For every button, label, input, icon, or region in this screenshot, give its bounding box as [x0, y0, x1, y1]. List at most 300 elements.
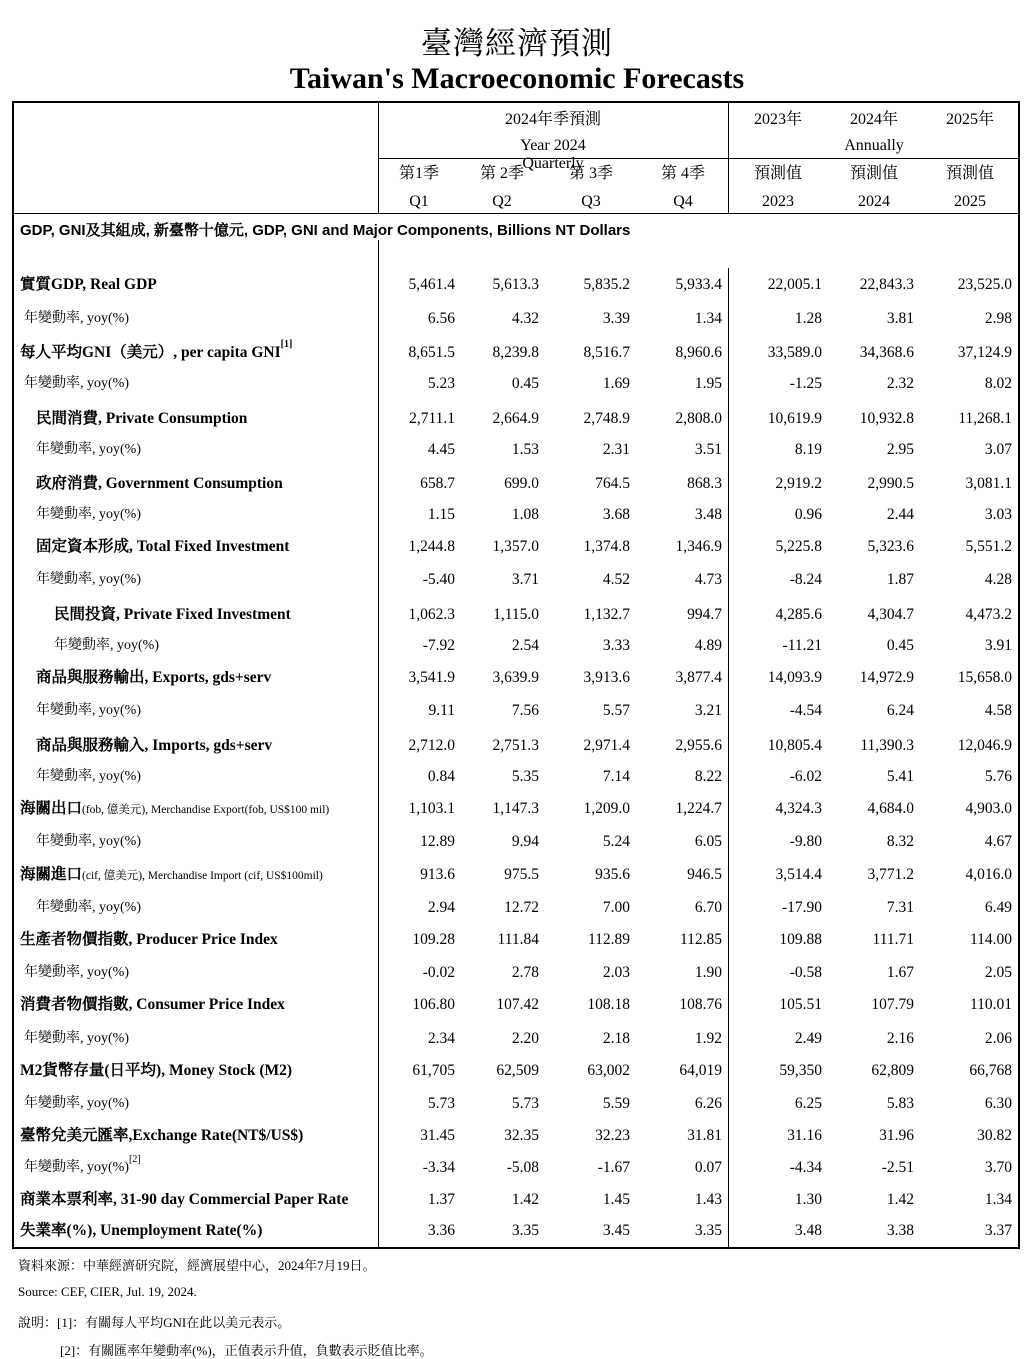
value-cell: 3,514.4 [775, 866, 822, 883]
forecast-2025-label: 預測值 [945, 165, 994, 182]
value-cell: 7.14 [602, 768, 630, 785]
value-cell: 1.28 [794, 310, 822, 327]
value-cell: 1.92 [694, 1030, 722, 1047]
value-cell: 2.32 [886, 375, 914, 392]
value-cell: 2,711.1 [409, 410, 455, 427]
value-cell: 111.84 [497, 931, 539, 948]
value-cell: 2,990.5 [867, 475, 914, 492]
indicator-label [36, 404, 247, 434]
value-cell: 5.73 [511, 1095, 539, 1112]
indicator-row [14, 270, 1018, 300]
value-cell: 3.07 [984, 441, 1012, 458]
label-text: 年變動率, yoy(%) [24, 965, 129, 980]
value-cell: 4,304.7 [867, 606, 914, 623]
value-cell: 0.45 [886, 637, 914, 654]
value-cell: 3.70 [984, 1159, 1012, 1176]
value-cell: 10,805.4 [767, 737, 822, 754]
value-cell: 4.67 [984, 833, 1012, 850]
label-text: 臺幣兌美元匯率,Exchange Rate(NT$/US$) [20, 1127, 304, 1144]
value-cell: 1.90 [694, 964, 722, 981]
indicator-label [36, 663, 271, 693]
value-cell: 107.42 [496, 996, 539, 1013]
yoy-row [14, 1153, 1018, 1183]
value-cell: 0.07 [694, 1159, 722, 1176]
value-cell: 1,357.0 [492, 538, 539, 555]
value-cell: -0.02 [422, 964, 455, 981]
q2-header-zh: 第 2季 [479, 165, 524, 182]
label-text: 年變動率, yoy(%) [36, 507, 141, 522]
indicator-label [20, 990, 285, 1020]
indicator-row [14, 600, 1018, 630]
value-cell: 2,808.0 [675, 410, 722, 427]
value-cell: 105.51 [779, 996, 822, 1013]
value-cell: 1.67 [886, 964, 914, 981]
value-cell: 111.71 [872, 931, 914, 948]
value-cell: 5.59 [602, 1095, 630, 1112]
value-cell: -11.21 [782, 637, 822, 654]
forecast-2023-label: 預測值 [753, 165, 802, 182]
value-cell: 3.81 [886, 310, 914, 327]
value-cell: 4.45 [427, 441, 455, 458]
year-2025-header: 2025年 [945, 111, 994, 128]
value-cell: 6.26 [694, 1095, 722, 1112]
indicator-label [20, 1185, 348, 1215]
value-cell: 5,933.4 [675, 276, 722, 293]
value-cell: 913.6 [420, 866, 455, 883]
value-cell: 108.18 [587, 996, 630, 1013]
source-note-zh: 資料來源：中華經濟研究院，經濟展望中心，2024年7月19日。 [18, 1258, 376, 1273]
value-cell: 14,093.9 [767, 669, 822, 686]
value-cell: 109.28 [412, 931, 455, 948]
value-cell: -17.90 [781, 899, 822, 916]
quarterly-header-en: Year 2024 Quarterly [520, 137, 586, 172]
value-cell: 7.00 [602, 899, 630, 916]
value-cell: 2.06 [984, 1030, 1012, 1047]
value-cell: 8.32 [886, 833, 914, 850]
yoy-row [14, 500, 1018, 530]
indicator-label [36, 469, 283, 499]
value-cell: 12,046.9 [957, 737, 1012, 754]
forecast-2023-year: 2023 [762, 193, 794, 210]
value-cell: 1.69 [602, 375, 630, 392]
indicator-row [14, 338, 1018, 368]
value-cell: 1.08 [511, 506, 539, 523]
value-cell: 3.71 [511, 571, 539, 588]
value-cell: 3,541.9 [408, 669, 455, 686]
value-cell: 4.73 [694, 571, 722, 588]
value-cell: 2.16 [886, 1030, 914, 1047]
value-cell: 3,771.2 [867, 866, 914, 883]
value-cell: 6.24 [886, 702, 914, 719]
label-text: 年變動率, yoy(%) [36, 769, 141, 784]
label-text: 年變動率, yoy(%) [24, 311, 129, 326]
value-cell: 8,239.8 [492, 344, 539, 361]
value-cell: 5.35 [511, 768, 539, 785]
value-cell: 5.83 [886, 1095, 914, 1112]
q1-header-en: Q1 [409, 193, 429, 210]
footnote-marker: [1] [280, 339, 293, 350]
yoy-row [14, 1089, 1018, 1119]
value-cell: 64,019 [679, 1062, 722, 1079]
value-cell: 2.44 [886, 506, 914, 523]
value-cell: 31.96 [879, 1127, 914, 1144]
value-cell: 0.45 [511, 375, 539, 392]
value-cell: 3.48 [794, 1222, 822, 1239]
indicator-row [14, 469, 1018, 499]
q4-header-en: Q4 [673, 193, 693, 210]
value-cell: 5,461.4 [408, 276, 455, 293]
value-cell: 37,124.9 [957, 344, 1012, 361]
value-cell: 11,268.1 [958, 410, 1012, 427]
value-cell: 1,132.7 [583, 606, 630, 623]
label-text: 年變動率, yoy(%) [36, 703, 141, 718]
forecast-2025-year: 2025 [954, 193, 986, 210]
yoy-row [14, 1024, 1018, 1054]
value-cell: 699.0 [504, 475, 539, 492]
forecast-2024-label: 預測值 [849, 165, 898, 182]
label-text: 生產者物價指數, Producer Price Index [20, 931, 278, 948]
value-cell: 9.94 [511, 833, 539, 850]
indicator-row [14, 860, 1018, 890]
value-cell: 6.49 [984, 899, 1012, 916]
value-cell: 2.03 [602, 964, 630, 981]
label-detail-text: (cif, 億美元), Merchandise Import (cif, US$100mil) [82, 870, 323, 882]
label-text: 年變動率, yoy(%) [36, 572, 141, 587]
value-cell: 1.45 [602, 1191, 630, 1208]
value-cell: 1.42 [511, 1191, 539, 1208]
indicator-label [20, 794, 329, 824]
value-cell: 3,639.9 [492, 669, 539, 686]
value-cell: 59,350 [779, 1062, 822, 1079]
value-cell: 5,613.3 [492, 276, 539, 293]
value-cell: 1.15 [427, 506, 455, 523]
indicator-row [14, 663, 1018, 693]
q2-header-en: Q2 [492, 193, 512, 210]
value-cell: 2,748.9 [583, 410, 630, 427]
value-cell: 1.95 [694, 375, 722, 392]
yoy-label [54, 631, 159, 661]
value-cell: 6.30 [984, 1095, 1012, 1112]
yoy-label [36, 435, 141, 465]
value-cell: 34,368.6 [859, 344, 914, 361]
value-cell: 8,651.5 [408, 344, 455, 361]
value-cell: 1.37 [427, 1191, 455, 1208]
value-cell: 4,684.0 [867, 800, 914, 817]
value-cell: 994.7 [687, 606, 722, 623]
label-text: 失業率(%), Unemployment Rate(%) [20, 1222, 263, 1239]
value-cell: 4.58 [984, 702, 1012, 719]
yoy-row [14, 762, 1018, 792]
value-cell: 4.28 [984, 571, 1012, 588]
header-divider-bottom [13, 213, 1019, 214]
label-text: 年變動率, yoy(%) [36, 834, 141, 849]
value-cell: 9.11 [428, 702, 455, 719]
value-cell: 2.95 [886, 441, 914, 458]
label-text: 商品與服務輸出, Exports, gds+serv [36, 669, 272, 686]
q4-header-zh: 第 4季 [660, 165, 705, 182]
value-cell: 33,589.0 [767, 344, 822, 361]
value-cell: 12.72 [504, 899, 539, 916]
value-cell: 1.34 [694, 310, 722, 327]
label-text: 固定資本形成, Total Fixed Investment [36, 538, 290, 555]
value-cell: 10,619.9 [767, 410, 822, 427]
value-cell: 2.34 [427, 1030, 455, 1047]
value-cell: 1,244.8 [408, 538, 455, 555]
yoy-row [14, 565, 1018, 595]
value-cell: 1.43 [694, 1191, 722, 1208]
label-text: 年變動率, yoy(%) [24, 1160, 129, 1175]
indicator-row [14, 1216, 1018, 1246]
label-text: 年變動率, yoy(%) [36, 442, 141, 457]
yoy-row [14, 304, 1018, 334]
label-text: 政府消費, Government Consumption [36, 475, 283, 492]
value-cell: -5.08 [506, 1159, 539, 1176]
yoy-row [14, 696, 1018, 726]
value-cell: 114.00 [969, 931, 1012, 948]
indicator-label [20, 270, 157, 300]
yoy-row [14, 435, 1018, 465]
value-cell: -5.40 [422, 571, 455, 588]
value-cell: 2,919.2 [775, 475, 822, 492]
yoy-label [24, 369, 129, 399]
label-text: 年變動率, yoy(%) [24, 376, 129, 391]
indicator-label [20, 925, 278, 955]
yoy-label [24, 1153, 141, 1183]
value-cell: 0.96 [794, 506, 822, 523]
value-cell: -4.34 [789, 1159, 822, 1176]
footnote-1: 說明：[1]：有關每人平均GNI在此以美元表示。 [18, 1315, 291, 1330]
indicator-label [54, 600, 291, 630]
value-cell: 6.70 [694, 899, 722, 916]
indicator-row [14, 1056, 1018, 1086]
value-cell: 10,932.8 [859, 410, 914, 427]
yoy-label [36, 762, 141, 792]
indicator-row [14, 1185, 1018, 1215]
value-cell: 23,525.0 [957, 276, 1012, 293]
value-cell: 31.45 [420, 1127, 455, 1144]
value-cell: 2.05 [984, 964, 1012, 981]
yoy-row [14, 369, 1018, 399]
indicator-label [36, 532, 289, 562]
value-cell: 2.54 [511, 637, 539, 654]
value-cell: 3,877.4 [675, 669, 722, 686]
value-cell: -8.24 [789, 571, 822, 588]
value-cell: 2.31 [602, 441, 630, 458]
value-cell: 3.68 [602, 506, 630, 523]
value-cell: 15,658.0 [957, 669, 1012, 686]
value-cell: 2.20 [511, 1030, 539, 1047]
value-cell: 112.89 [587, 931, 630, 948]
value-cell: 2,955.6 [675, 737, 722, 754]
q3-header-zh: 第 3季 [568, 165, 613, 182]
value-cell: 3.03 [984, 506, 1012, 523]
value-cell: -1.25 [789, 375, 822, 392]
yoy-label [24, 1024, 129, 1054]
value-cell: 3.35 [511, 1222, 539, 1239]
value-cell: 3.36 [427, 1222, 455, 1239]
value-cell: 5,225.8 [775, 538, 822, 555]
footnote-marker: [2] [129, 1154, 141, 1165]
value-cell: 2.78 [511, 964, 539, 981]
value-cell: 3.21 [694, 702, 722, 719]
yoy-label [36, 827, 141, 857]
value-cell: 1.42 [886, 1191, 914, 1208]
indicator-label [20, 1216, 262, 1246]
value-cell: 5.57 [602, 702, 630, 719]
value-cell: 5.23 [427, 375, 455, 392]
value-cell: 32.23 [595, 1127, 630, 1144]
value-cell: 1,115.0 [493, 606, 539, 623]
value-cell: 1,224.7 [675, 800, 722, 817]
value-cell: 1,374.8 [583, 538, 630, 555]
value-cell: 3,081.1 [965, 475, 1012, 492]
year-2023-header: 2023年 [753, 111, 802, 128]
value-cell: 6.25 [794, 1095, 822, 1112]
yoy-label [24, 304, 129, 334]
value-cell: 1,209.0 [583, 800, 630, 817]
value-cell: 5.73 [427, 1095, 455, 1112]
value-cell: -6.02 [789, 768, 822, 785]
value-cell: 62,509 [496, 1062, 539, 1079]
value-cell: 935.6 [595, 866, 630, 883]
indicator-row [14, 532, 1018, 562]
yoy-label [36, 565, 141, 595]
section-title: GDP, GNI及其組成, 新臺幣十億元, GDP, GNI and Major Components, Billions NT Dollars [20, 222, 631, 239]
indicator-row [14, 1121, 1018, 1151]
value-cell: 4.89 [694, 637, 722, 654]
label-detail-text: (fob, 億美元), Merchandise Export(fob, US$100 mil) [82, 804, 330, 816]
quarterly-header-zh: 2024年季預測 [504, 111, 601, 128]
value-cell: 8,516.7 [583, 344, 630, 361]
value-cell: 8.19 [794, 441, 822, 458]
value-cell: 4.32 [511, 310, 539, 327]
value-cell: -1.67 [597, 1159, 630, 1176]
value-cell: 868.3 [687, 475, 722, 492]
value-cell: 14,972.9 [859, 669, 914, 686]
value-cell: 2,712.0 [408, 737, 455, 754]
value-cell: 0.84 [427, 768, 455, 785]
indicator-label [20, 338, 292, 368]
value-cell: 107.79 [871, 996, 914, 1013]
value-cell: 108.76 [679, 996, 722, 1013]
value-cell: 12.89 [420, 833, 455, 850]
label-text: 民間投資, Private Fixed Investment [54, 606, 291, 623]
value-cell: 61,705 [412, 1062, 455, 1079]
label-text: 商品與服務輸入, Imports, gds+serv [36, 737, 273, 754]
yoy-label [36, 500, 141, 530]
yoy-row [14, 893, 1018, 923]
value-cell: 62,809 [871, 1062, 914, 1079]
yoy-row [14, 958, 1018, 988]
value-cell: 2,664.9 [492, 410, 539, 427]
value-cell: 1.53 [511, 441, 539, 458]
value-cell: 8,960.6 [675, 344, 722, 361]
label-text: 年變動率, yoy(%) [24, 1031, 129, 1046]
footnote-2: [2]：有關匯率年變動率(%)，正值表示升值，負數表示貶值比率。 [60, 1343, 433, 1358]
value-cell: 8.22 [694, 768, 722, 785]
value-cell: 63,002 [587, 1062, 630, 1079]
value-cell: 3.35 [694, 1222, 722, 1239]
annual-header-en: Annually [844, 137, 904, 154]
value-cell: 4,903.0 [965, 800, 1012, 817]
yoy-label [36, 893, 141, 923]
value-cell: 31.81 [687, 1127, 722, 1144]
value-cell: 5,835.2 [583, 276, 630, 293]
value-cell: -3.34 [422, 1159, 455, 1176]
value-cell: -4.54 [789, 702, 822, 719]
value-cell: 3.51 [694, 441, 722, 458]
value-cell: 5,551.2 [965, 538, 1012, 555]
value-cell: 3.33 [602, 637, 630, 654]
yoy-row [14, 827, 1018, 857]
value-cell: 109.88 [779, 931, 822, 948]
indicator-row [14, 925, 1018, 955]
indicator-row [14, 990, 1018, 1020]
value-cell: 6.56 [427, 310, 455, 327]
value-cell: 658.7 [420, 475, 455, 492]
value-cell: 4,473.2 [965, 606, 1012, 623]
page-title-zh: 臺灣經濟預測 [421, 26, 613, 61]
yoy-label [24, 958, 129, 988]
value-cell: 106.80 [412, 996, 455, 1013]
value-cell: 1,147.3 [492, 800, 539, 817]
value-cell: 1.30 [794, 1191, 822, 1208]
value-cell: 5.76 [984, 768, 1012, 785]
page-title-en: Taiwan's Macroeconomic Forecasts [289, 62, 745, 95]
indicator-row [14, 731, 1018, 761]
label-text: 年變動率, yoy(%) [24, 1096, 129, 1111]
value-cell: 5,323.6 [867, 538, 914, 555]
value-cell: -7.92 [422, 637, 455, 654]
value-cell: 6.05 [694, 833, 722, 850]
value-cell: 5.24 [602, 833, 630, 850]
header-divider-mid [378, 158, 1019, 159]
value-cell: 2.18 [602, 1030, 630, 1047]
value-cell: 3.45 [602, 1222, 630, 1239]
value-cell: 2,751.3 [492, 737, 539, 754]
value-cell: 3,913.6 [583, 669, 630, 686]
label-text: 民間消費, Private Consumption [36, 410, 248, 427]
value-cell: -0.58 [789, 964, 822, 981]
value-cell: 22,843.3 [859, 276, 914, 293]
yoy-label [24, 1089, 129, 1119]
value-cell: 4,016.0 [965, 866, 1012, 883]
source-note-en: Source: CEF, CIER, Jul. 19, 2024. [18, 1284, 197, 1299]
value-cell: 4.52 [602, 571, 630, 588]
value-cell: 3.37 [984, 1222, 1012, 1239]
value-cell: 31.16 [787, 1127, 822, 1144]
label-text: 實質GDP, Real GDP [20, 276, 157, 293]
value-cell: 3.91 [984, 637, 1012, 654]
value-cell: 2.49 [794, 1030, 822, 1047]
label-text: 海關進口 [20, 866, 83, 883]
yoy-row [14, 631, 1018, 661]
indicator-label [20, 1056, 292, 1086]
value-cell: 7.31 [886, 899, 914, 916]
q3-header-en: Q3 [581, 193, 601, 210]
value-cell: 1.87 [886, 571, 914, 588]
value-cell: 3.48 [694, 506, 722, 523]
value-cell: 946.5 [687, 866, 722, 883]
value-cell: 3.38 [886, 1222, 914, 1239]
value-cell: 22,005.1 [767, 276, 822, 293]
label-text: 商業本票利率, 31-90 day Commercial Paper Rate [20, 1191, 349, 1208]
value-cell: 8.02 [984, 375, 1012, 392]
label-text: M2貨幣存量(日平均), Money Stock (M2) [20, 1062, 293, 1079]
indicator-row [14, 794, 1018, 824]
value-cell: 4,285.6 [775, 606, 822, 623]
value-cell: 2,971.4 [583, 737, 630, 754]
